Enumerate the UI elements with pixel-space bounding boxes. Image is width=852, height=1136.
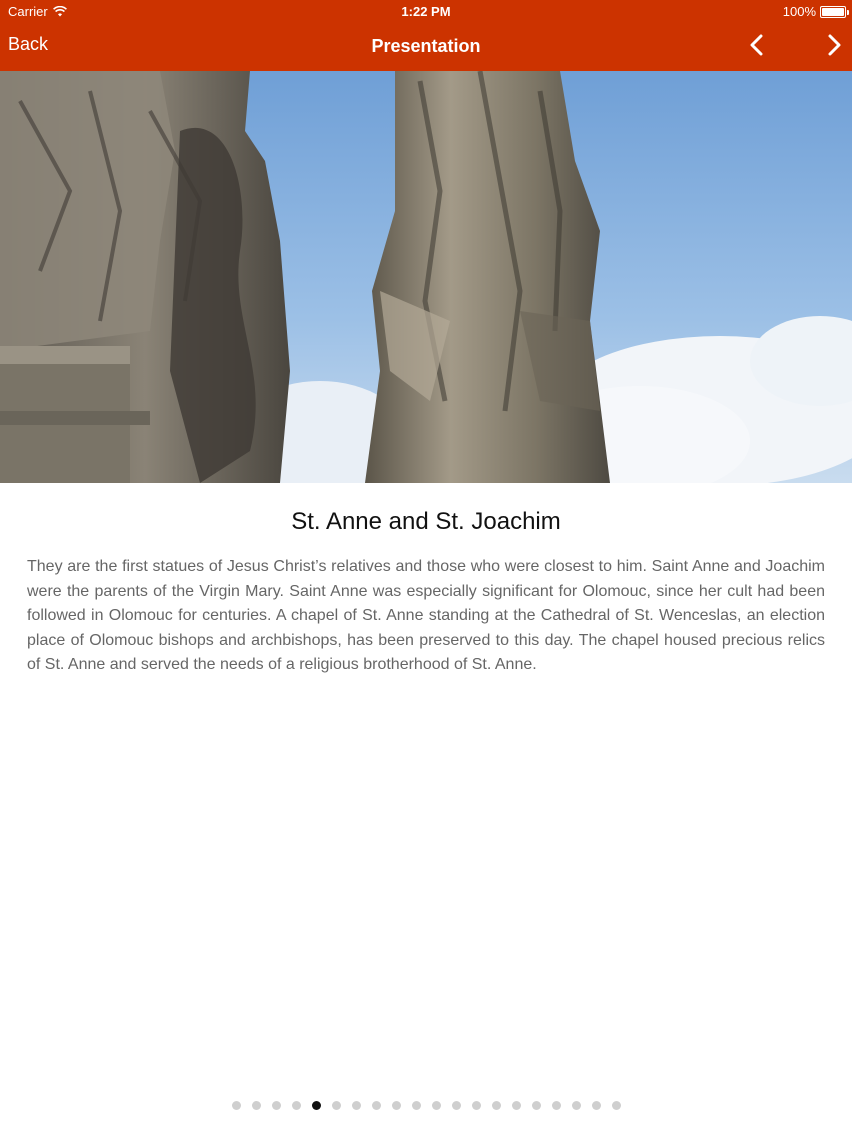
previous-button[interactable] [745,33,769,57]
page-dot[interactable] [512,1101,521,1110]
page-dot[interactable] [432,1101,441,1110]
next-button[interactable] [822,33,846,57]
page-dot[interactable] [332,1101,341,1110]
page-dot[interactable] [232,1101,241,1110]
page-dot[interactable] [552,1101,561,1110]
page-dot[interactable] [452,1101,461,1110]
chevron-right-icon [822,33,846,57]
page-dot[interactable] [572,1101,581,1110]
page-dot-active[interactable] [312,1101,321,1110]
page-dot[interactable] [492,1101,501,1110]
content-body: They are the first statues of Jesus Christ’s relatives and those who were closest to him. Saint Anne and Joachim were the parents of the Virgin Mary. Saint Anne was especially significant for Olomouc, since her cult had been followed in Olomouc for centuries. A chapel of St. Anne standing at the Cathedral of St. Wenceslas, an election place of Olomouc bishops and archbishops, has been preserved to this day. The chapel housed precious relics of St. Anne and served the needs of a religious brotherhood of St. Anne. [27,558,825,673]
page-dot[interactable] [472,1101,481,1110]
battery-icon [820,6,846,18]
page-dot[interactable] [292,1101,301,1110]
page-dot[interactable] [272,1101,281,1110]
page-dot[interactable] [592,1101,601,1110]
page-dot[interactable] [412,1101,421,1110]
battery-percent: 100% [782,4,816,19]
status-time: 1:22 PM [401,4,451,19]
back-button[interactable]: Back [8,34,49,54]
battery-indicator [783,4,846,19]
page-dot[interactable] [352,1101,361,1110]
content-title: St. Anne and St. Joachim [291,508,561,535]
carrier-label: Carrier [8,4,48,19]
navigation-bar [0,0,852,71]
page-dot[interactable] [252,1101,261,1110]
chevron-left-icon [745,33,769,57]
statue-photo [0,71,852,483]
status-bar [0,0,852,24]
page-dot[interactable] [532,1101,541,1110]
page-title: Presentation [371,36,481,56]
page-dot[interactable] [372,1101,381,1110]
page-indicator[interactable] [0,1098,852,1112]
page-dot[interactable] [392,1101,401,1110]
page-dot[interactable] [612,1101,621,1110]
